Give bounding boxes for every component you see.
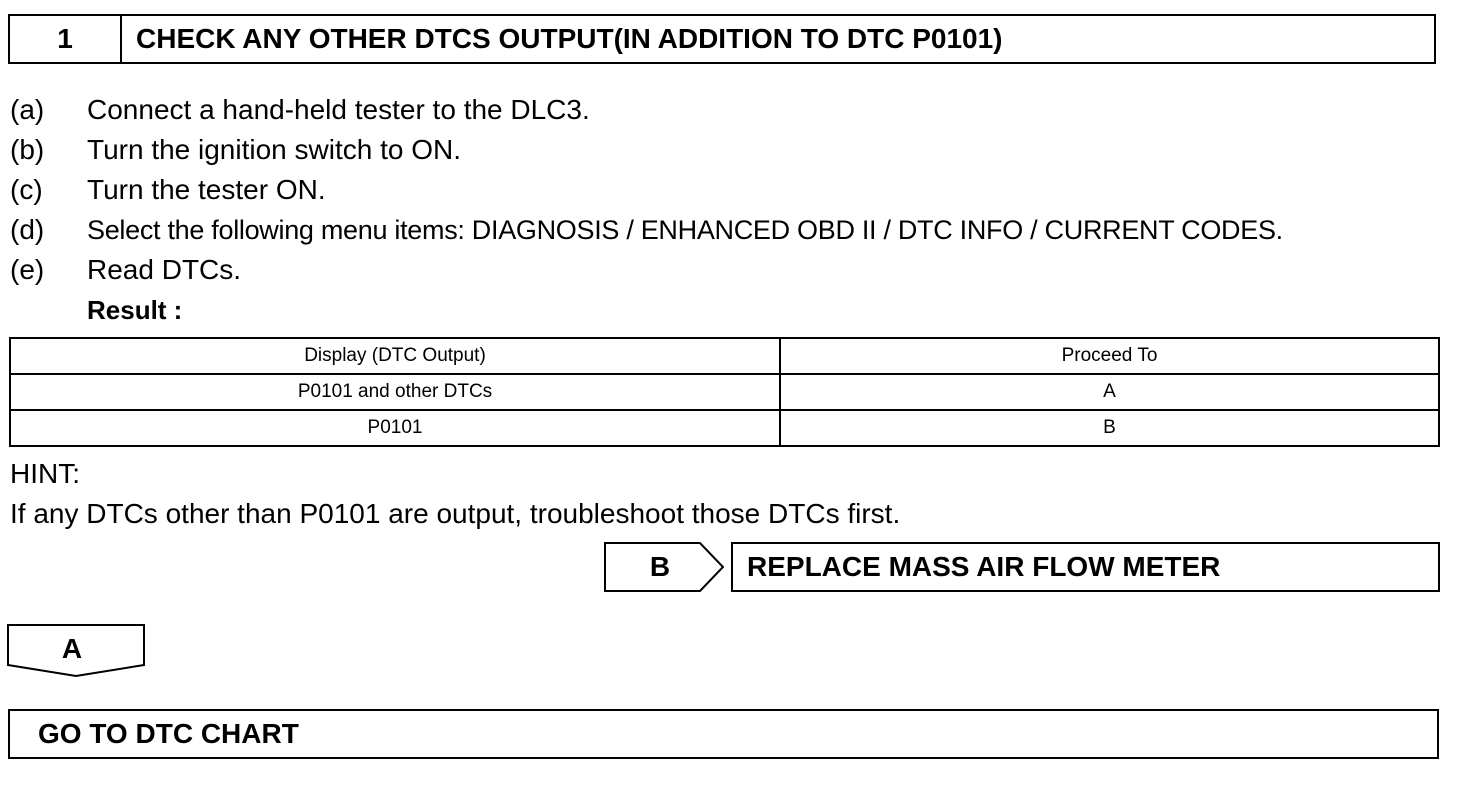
table-cell: A [780, 374, 1439, 410]
procedure-item [10, 250, 1460, 290]
procedure-item-text: Read DTCs. [87, 254, 242, 285]
table-header-row [10, 338, 1439, 374]
table-row [10, 410, 1439, 446]
procedure-item [10, 170, 1460, 210]
result-label: Result : [87, 295, 183, 325]
table-header-cell: Display (DTC Output) [10, 338, 780, 374]
table-cell: P0101 [10, 410, 780, 446]
table-header-cell: Proceed To [780, 338, 1439, 374]
result-table [9, 337, 1440, 447]
table-cell: P0101 and other DTCs [10, 374, 780, 410]
procedure-item [10, 130, 1460, 170]
procedure-item [10, 210, 1460, 250]
step-number: 1 [10, 16, 122, 62]
hint-text: If any DTCs other than P0101 are output, troubleshoot those DTCs first. [10, 498, 901, 529]
hint-label: HINT: [10, 458, 80, 489]
table-cell: B [780, 410, 1439, 446]
branch-b-action-box [731, 542, 1440, 592]
procedure-item-label: (c) [10, 174, 43, 205]
procedure-item-text: Connect a hand-held tester to the DLC3. [87, 94, 590, 125]
step-header [8, 14, 1436, 64]
procedure-item-label: (b) [10, 134, 45, 165]
branch-a-action-box [8, 709, 1439, 759]
procedure-item-label: (a) [10, 94, 45, 125]
branch-b-label: B [649, 551, 671, 582]
procedure-item-text: Turn the ignition switch to ON. [87, 134, 462, 165]
branch-a-label: A [61, 633, 83, 664]
procedure-item-text: Select the following menu items: DIAGNOSIS / ENHANCED OBD II / DTC INFO / CURRENT CODES. [87, 215, 1283, 245]
table-row [10, 374, 1439, 410]
branch-a-action-text: GO TO DTC CHART [38, 718, 299, 749]
procedure-item-label: (d) [10, 214, 45, 245]
step-title: CHECK ANY OTHER DTCS OUTPUT(IN ADDITION TO DTC P0101) [136, 23, 1003, 54]
branch-b-action-text: REPLACE MASS AIR FLOW METER [747, 551, 1221, 582]
procedure-item-text: Turn the tester ON. [87, 174, 326, 205]
procedure-item-label: (e) [10, 254, 45, 285]
procedure-item [10, 90, 1460, 130]
